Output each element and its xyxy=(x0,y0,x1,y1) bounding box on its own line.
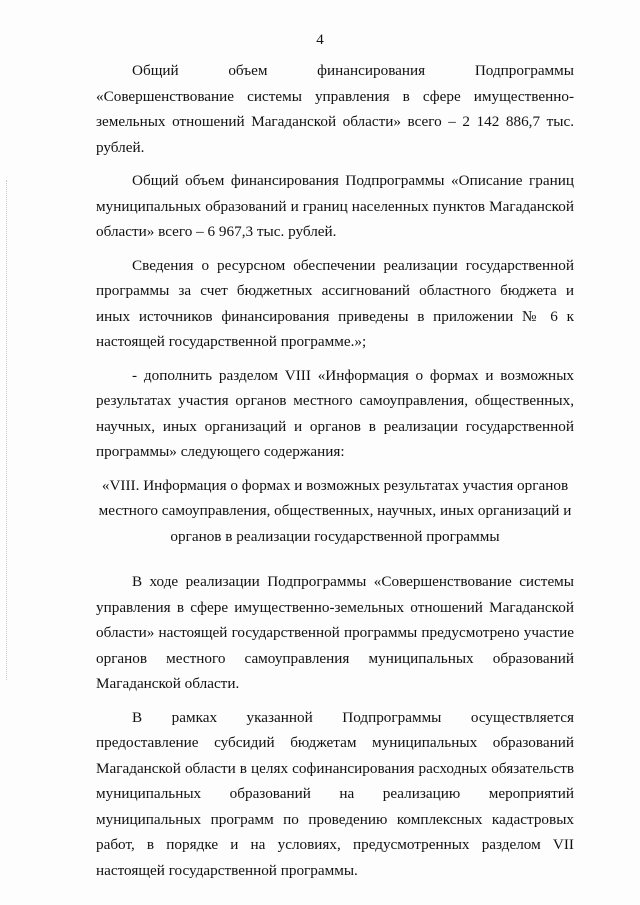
section-heading-line-2: местного самоуправления, общественных, научных, иных организаций и xyxy=(98,502,572,519)
paragraph-participation: В ходе реализации Подпрограммы «Совершенствование системы управления в сфере имущественно-земельных отношений Магаданской области» настоящей государственной программы предусмотрено участие органов местного самоуправления муниципальных образований Магаданской области. xyxy=(96,573,574,692)
page-number: 4 xyxy=(316,32,324,48)
paragraph-subsidies: В рамках указанной Подпрограммы осуществляется предоставление субсидий бюджетам муниципальных образований Магаданской области в целях софинансирования расходных обязательств муниципальных образований на реализацию мероприятий муниципальных программ по проведению комплексных кадастровых работ, в порядке и на условиях, предусмотренных разделом VII настоящей государственной программы. xyxy=(96,708,574,879)
section-heading xyxy=(96,473,574,550)
paragraph-funding-subprogram-2: Общий объем финансирования Подпрограммы «Описание границ муниципальных образований и границ населенных пунктов Магаданской области» всего – 6 967,3 тыс. рублей. xyxy=(96,172,574,240)
scan-edge-marks xyxy=(6,180,9,680)
document-body xyxy=(96,58,574,891)
section-heading-line-1: «VIII. Информация о формах и возможных результатах участия органов xyxy=(101,476,569,494)
paragraph-funding-subprogram-1: Общий объем финансирования Подпрограммы «Совершенствование системы управления в сфере имущественно-земельных отношений Магаданской области» всего – 2 142 886,7 тыс. рублей. xyxy=(96,62,574,156)
paragraph-add-section: - дополнить разделом VIII «Информация о формах и возможных результатах участия органов местного самоуправления, общественных, научных, иных организаций и органов в реализации государственной программы» следующего содержания: xyxy=(96,366,574,460)
paragraph-resource-info: Сведения о ресурсном обеспечении реализации государственной программы за счет бюджетных ассигнований областного бюджета и иных источников финансирования приведены в приложении № 6 к настоящей государственной программе.»; xyxy=(96,256,574,350)
section-heading-line-3: органов в реализации государственной программы xyxy=(170,527,500,545)
